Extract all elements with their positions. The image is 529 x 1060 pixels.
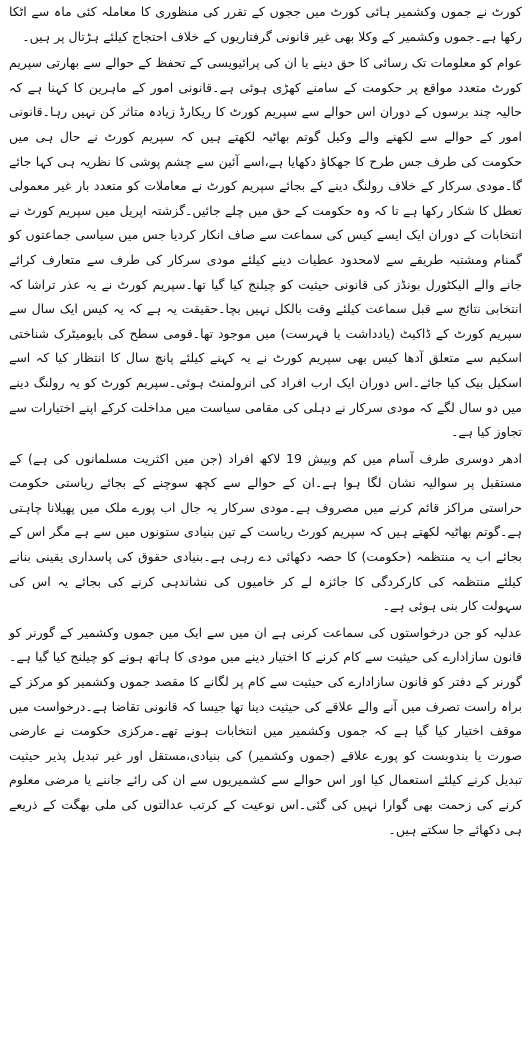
article-paragraph-2: عوام کو معلومات تک رسائی کا حق دینے یا ان کی پرائیویسی کے تحفظ کے حوالے سے بھارتی سپریم کورٹ متعدد مواقع پر حکومت کے سامنے کھڑی ہوئی ہے۔قانونی امور کے ماہرین کا کہنا ہے کہ حالیہ چند برسوں کے دوران اس حوالے سے سپریم کورٹ کا ریکارڈ زیادہ متاثر کن نہیں رہا۔قانونی امور کے حوالے سے لکھنے والے وکیل گوتم بھاٹیہ لکھتے ہیں کہ سپریم کورٹ نے حال ہی میں حکومت کی طرف جس طرح کا جھکاؤ دکھایا ہے،اسے آئین سے چشم پوشی کا نظریہ ہی کہا جائے گا۔مودی سرکار کے خلاف رولنگ دینے کے بجائے سپریم کورٹ نے معاملات کو متعدد بار غیر معمولی تعطل کا شکار رکھا ہے تا کہ وہ حکومت کے حق میں چلے جائیں۔گزشتہ اپریل میں سپریم کورٹ نے انتخابات کے دوران ایک ایسے کیس کی سماعت سے صاف انکار کردیا جس میں سیاسی جماعتوں کو گمنام ومشتبہ طریقے سے لامحدود عطیات دینے کیلئے مودی سرکار کی طرف سے متعارف کرائے جانے والے الیکٹورل بونڈز کی قانونی حیثیت کو چیلنج کیا گیا تھا۔سپریم کورٹ نے یہ عذر تراشا کہ انتخابی نتائج سے قبل سماعت کیلئے وقت بالکل نہیں بچا۔حقیقت یہ ہے کہ یہ کیس ایک سال سے سپریم کورٹ کے ڈاکیٹ (یادداشت یا فہرست) میں موجود تھا۔قومی سطح کی بایومیٹرک شناختی اسکیم سے متعلق آدھا کیس بھی سپریم کورٹ نے یہ کہنے کیلئے پانچ سال کا انتظار کیا کہ اسے اسکیل بیک کیا جائے۔اس دوران ایک ارب افراد کی انرولمنٹ ہوئی۔سپریم کورٹ کو یہ رولنگ دینے میں دو سال لگے کہ مودی سرکار نے دہلی کی مقامی سیاست میں مداخلت کرکے اپنے اختیارات سے تجاوز کیا ہے۔: [9, 55, 522, 440]
article-paragraph-1: کورٹ نے جموں وکشمیر ہائی کورٹ میں ججوں کے تقرر کی منظوری کا معاملہ کئی ماہ سے اٹکا رکھا ہے۔جموں وکشمیر کے وکلا بھی غیر قانونی گرفتاریوں کے خلاف احتجاج کیلئے ہڑتال پر ہیں۔: [9, 4, 522, 44]
article-paragraph-4: عدلیہ کو جن درخواستوں کی سماعت کرنی ہے ان میں سے ایک میں جموں وکشمیر کے گورنر کو قانون سازادارے کی حیثیت سے کام کرنے کا اختیار دینے میں مودی کا ہاتھ ہونے کو چیلنج کیا گیا ہے۔گورنر کے دفتر کو قانون سازادارے کی حیثیت سے کام پر لگانے کا مقصد جموں وکشمیر کو مرکز کے براہ راست تصرف میں آنے والے علاقے کی حیثیت دینا تھا جیسا کہ قانونی تقاضا ہے۔درخواست میں موقف اختیار کیا گیا ہے کہ جموں وکشمیر میں انتخابات ہونے تھے۔مرکزی حکومت نے عارضی صورت یا بندوبست کو پورے علاقے (جموں وکشمیر) کی بنیادی،مستقل اور غیر تبدیل پذیر حیثیت تبدیل کرنے کیلئے استعمال کیا اور اس حوالے سے کشمیریوں سے ان کی رائے جاننے یا مرضی معلوم کرنے کی زحمت بھی گوارا نہیں کی گئی۔اس نوعیت کے کرتب عدالتوں کی ملی بھگت کے ذریعے ہی دکھائے جا سکتے ہیں۔: [9, 624, 522, 837]
article-paragraph-3: ادھر دوسری طرف آسام میں کم وبیش 19 لاکھ افراد (جن میں اکثریت مسلمانوں کی ہے) کے مستقبل پر سوالیہ نشان لگا ہوا ہے۔ان کے حوالے سے کچھ سوچنے کے بجائے ریاستی حکومت حراستی مراکز قائم کرنے میں مصروف ہے۔مودی سرکار یہ جال اب پورے ملک میں پھیلانا چاہتی ہے۔گوتم بھاٹیہ لکھتے ہیں کہ سپریم کورٹ ریاست کے تین بنیادی ستونوں میں سے ہے مگر اس کے بجائے اب یہ منتظمہ (حکومت) کا حصہ دکھائی دے رہی ہے۔بنیادی حقوق کی پاسداری یقینی بنانے کیلئے منتظمہ کی کارکردگی کا جائزہ لے کر خامیوں کی نشاندہی کرنے کی بجائے یہ اس کی سہولت کار بنی ہوئی ہے۔: [9, 450, 522, 614]
